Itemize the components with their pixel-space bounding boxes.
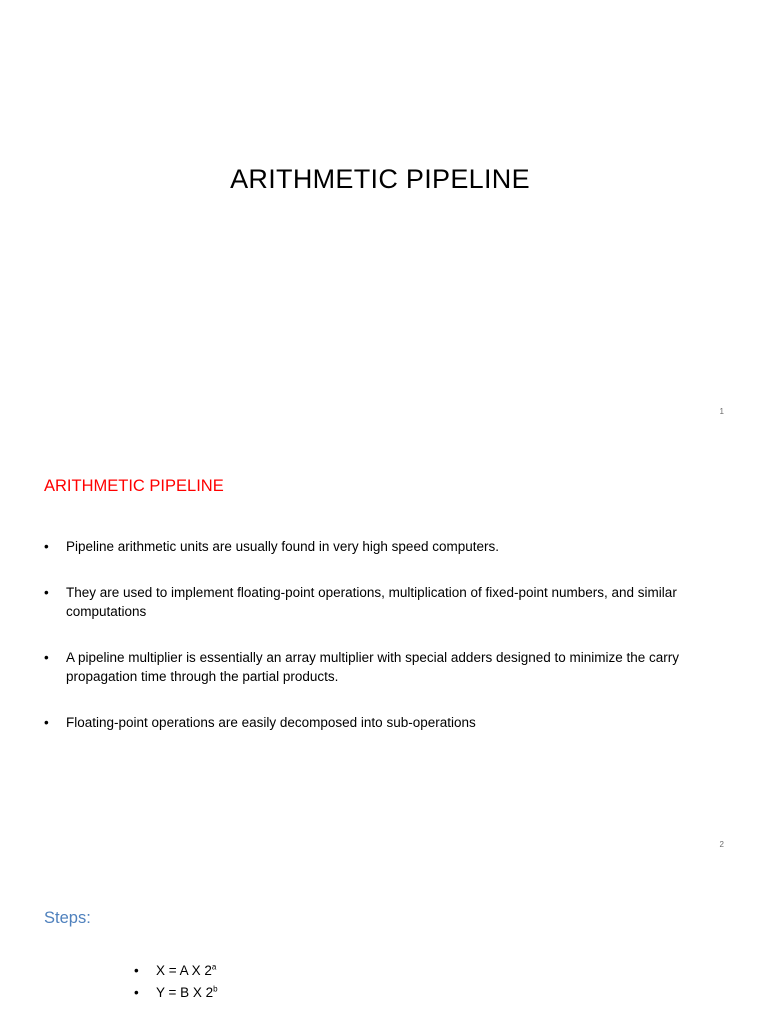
bullet-icon: •	[44, 649, 49, 665]
page-number: 2	[719, 840, 724, 849]
bullet-text: Pipeline arithmetic units are usually found in very high speed computers.	[66, 539, 499, 554]
slide-3	[0, 866, 768, 1024]
bullet-icon: •	[44, 584, 49, 600]
steps-list	[134, 960, 218, 1004]
step-formula: Y = B X 2	[156, 985, 214, 1000]
bullet-item	[44, 537, 714, 557]
step-exponent: b	[213, 984, 218, 994]
slide-title: ARITHMETIC PIPELINE	[230, 164, 530, 194]
slide-heading: ARITHMETIC PIPELINE	[44, 477, 224, 495]
bullet-icon: •	[134, 985, 139, 1000]
page-number: 1	[719, 407, 724, 416]
bullet-list	[44, 537, 714, 758]
slide-heading: Steps:	[44, 909, 91, 927]
bullet-text: They are used to implement floating-point operations, multiplication of fixed-point numbers, and similar computations	[66, 584, 677, 619]
step-formula: X = A X 2	[156, 963, 212, 978]
step-item	[134, 982, 218, 1004]
step-exponent: a	[211, 962, 217, 972]
bullet-text: Floating-point operations are easily decomposed into sub-operations	[66, 714, 476, 730]
bullet-text: A pipeline multiplier is essentially an array multiplier with special adders designed to minimize the carry propagation time through the partial products.	[66, 649, 680, 684]
bullet-icon: •	[44, 539, 49, 554]
slide-1	[0, 0, 768, 433]
bullet-icon: •	[44, 714, 49, 730]
bullet-icon: •	[134, 963, 139, 978]
bullet-item	[44, 648, 714, 687]
bullet-item	[44, 713, 714, 733]
step-item	[134, 960, 218, 982]
bullet-item	[44, 583, 714, 622]
slide-2	[0, 433, 768, 866]
